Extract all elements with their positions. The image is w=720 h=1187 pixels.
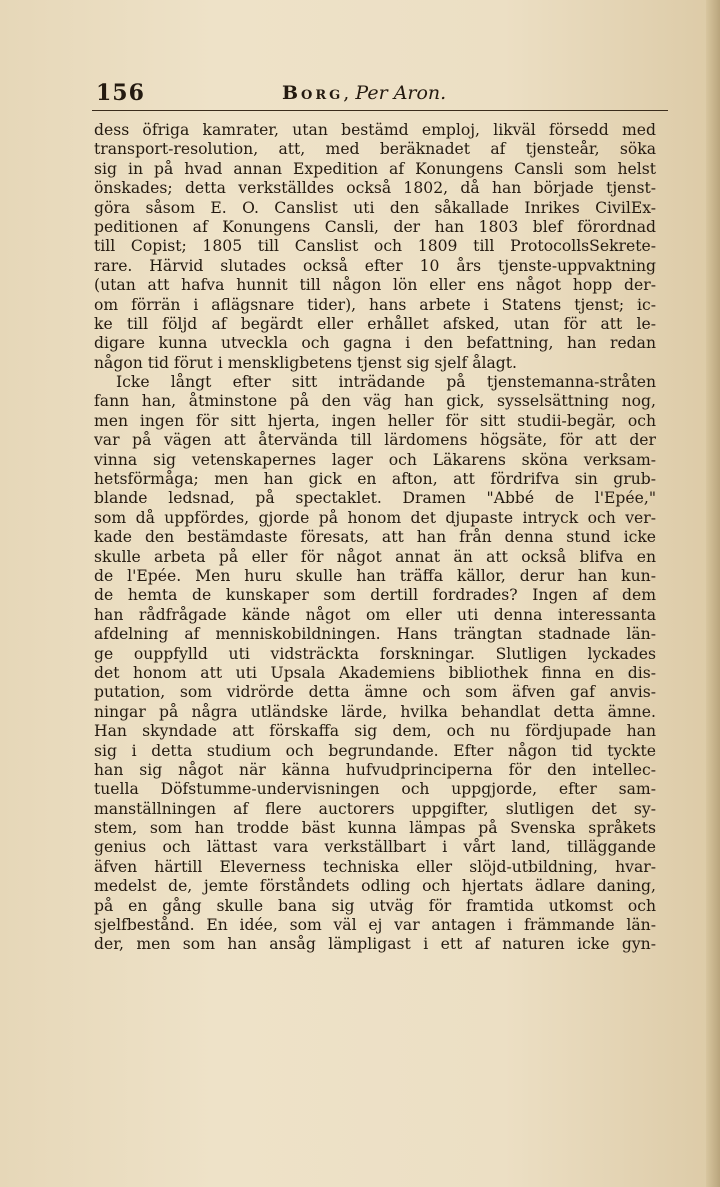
text-line: ke till följd af begärdt eller erhållet afsked, utan för att le- <box>94 314 656 333</box>
text-line: manställningen af flere auctorers uppgifter, slutligen det sy- <box>94 799 656 818</box>
text-line: rare. Härvid slutades också efter 10 års tjenste-uppvaktning <box>94 256 656 275</box>
text-line: hetsförmåga; men han gick en afton, att fördrifva sin grub- <box>94 470 656 489</box>
text-line: någon tid förut i menskligbetens tjenst sig sjelf ålagt. <box>94 353 517 372</box>
running-head-given-name: Per Aron. <box>355 82 447 104</box>
text-line: putation, som vidrörde detta ämne och som äfven gaf anvis- <box>94 683 656 702</box>
text-line: om förrän i aflägsnare tider), hans arbete i Statens tjenst; ic- <box>94 295 656 314</box>
text-line: önskades; detta verkställdes också 1802, då han började tjenst- <box>94 179 656 198</box>
text-line: ningar på några utländske lärde, hvilka behandlat detta ämne. <box>94 702 656 721</box>
running-head-surname: Borg <box>282 82 344 104</box>
text-line: han rådfrågade kände något om eller uti denna interessanta <box>94 605 656 624</box>
text-line: sig i detta studium och begrundande. Efter någon tid tyckte <box>94 741 656 760</box>
text-line: äfven härtill Eleverness techniska eller slöjd-utbildning, hvar- <box>94 857 656 876</box>
text-line: på en gång skulle bana sig utväg för framtida utkomst och <box>94 896 656 915</box>
text-line: digare kunna utveckla och gagna i den befattning, han redan <box>94 334 656 353</box>
text-line: de hemta de kunskaper som dertill fordrades? Ingen af dem <box>94 586 656 605</box>
text-line: transport-resolution, att, med beräknadet af tjensteår, söka <box>94 140 656 159</box>
text-line: peditionen af Konungens Cansli, der han 1803 blef förordnad <box>94 217 656 236</box>
text-line: sjelfbestånd. En idée, som väl ej var antagen i främmande län- <box>94 916 656 935</box>
text-line: skulle arbeta på eller för något annat än att också blifva en <box>94 547 656 566</box>
text-line: stem, som han trodde bäst kunna lämpas på Svenska språkets <box>94 819 656 838</box>
text-line: var på vägen att återvända till lärdomens högsäte, för att der <box>94 431 656 450</box>
text-line: ge ouppfylld uti vidsträckta forskningar. Slutligen lyckades <box>94 644 656 663</box>
text-line: kade den bestämdaste föresats, att han från denna stund icke <box>94 528 656 547</box>
text-line: Icke långt efter sitt inträdande på tjenstemanna-stråten <box>116 373 656 392</box>
text-line: göra såsom E. O. Canslist uti den såkallade Inrikes CivilEx- <box>94 198 656 217</box>
text-line: genius och lättast vara verkställbart i vårt land, tilläggande <box>94 838 656 857</box>
text-line: der, men som han ansåg lämpligast i ett af naturen icke gyn- <box>94 935 656 954</box>
text-line: sig in på hvad annan Expedition af Konungens Cansli som helst <box>94 159 656 178</box>
text-line: till Copist; 1805 till Canslist och 1809 till ProtocollsSekrete- <box>94 237 656 256</box>
running-head-separator: , <box>343 82 350 104</box>
text-line: han sig något när känna hufvudprinciperna för den intellec- <box>94 760 656 779</box>
page-number: 156 <box>96 80 145 106</box>
text-line: dess öfriga kamrater, utan bestämd emploj, likväl försedd med <box>94 121 656 139</box>
text-line: Han skyndade att förskaffa sig dem, och nu fördjupade han <box>94 722 656 741</box>
text-line: som då uppfördes, gjorde på honom det djupaste intryck och ver- <box>94 508 656 527</box>
text-line: medelst de, jemte förståndets odling och hjertats ädlare daning, <box>94 877 656 896</box>
page-header <box>96 80 676 110</box>
text-line: det honom att uti Upsala Akademiens bibliothek finna en dis- <box>94 663 656 682</box>
text-line: vinna sig vetenskapernes lager och Läkarens sköna verksam- <box>94 450 656 469</box>
page-edge <box>706 0 720 1187</box>
text-line: de l'Epée. Men huru skulle han träffa källor, derur han kun- <box>94 566 656 585</box>
header-rule <box>92 110 668 111</box>
text-line: blande ledsnad, på spectaklet. Dramen "Abbé de l'Epée," <box>94 489 656 508</box>
text-line: men ingen för sitt hjerta, ingen heller för sitt studii-begär, och <box>94 411 656 430</box>
text-line: (utan att hafva hunnit till någon lön eller ens något hopp der- <box>94 276 656 295</box>
running-head <box>282 82 446 104</box>
text-line: afdelning af menniskobildningen. Hans trängtan stadnade län- <box>94 625 656 644</box>
body-text <box>94 121 656 955</box>
text-line: fann han, åtminstone på den väg han gick, sysselsättning nog, <box>94 392 656 411</box>
text-line: tuella Döfstumme-undervisningen och uppgjorde, efter sam- <box>94 780 656 799</box>
